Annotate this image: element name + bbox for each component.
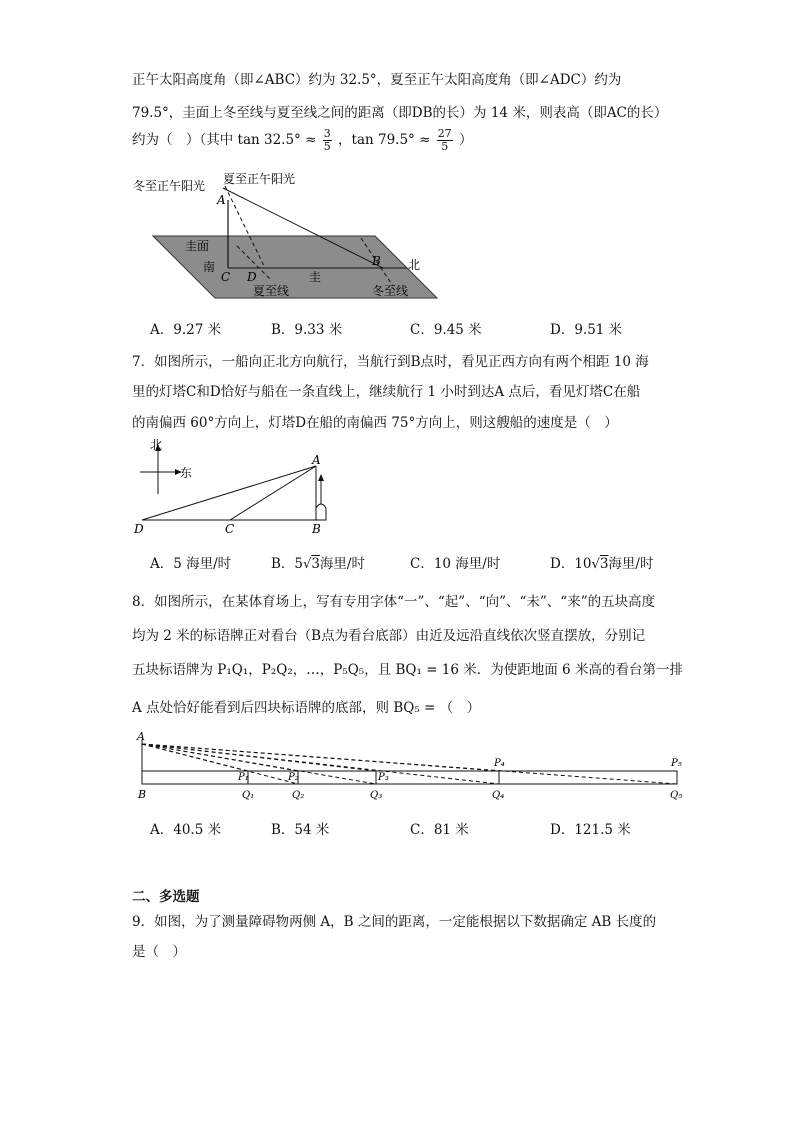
label-Q4: Q₄ xyxy=(492,790,505,801)
label-D: D xyxy=(247,270,257,284)
q7-option-c[interactable]: C．10 海里/时 xyxy=(410,556,501,572)
q8-line1: 8．如图所示，在某体育场上，写有专用字体“一”、“起”、“向”、“未”、“来”的五块高度 xyxy=(132,594,656,610)
label-north: 北 xyxy=(408,258,421,272)
q6-line3-mid: ，tan 79.5° ≈ xyxy=(338,132,431,148)
q6-line1: 正午太阳高度角（即∠ABC）约为 32.5°，夏至正午太阳高度角（即∠ADC）约为 xyxy=(132,72,622,88)
q8-line4: A 点处恰好能看到后四块标语牌的底部，则 BQ₅ = （ ） xyxy=(132,700,481,716)
q7-line1: 7．如图所示，一船向正北方向航行，当航行到B点时，看见正西方向有两个相距 10 海 xyxy=(132,354,649,370)
fraction-27-5: $\frac{27}{5}$ xyxy=(437,127,452,153)
label-B: B xyxy=(312,522,321,536)
q9-line1: 9．如图，为了测量障碍物两侧 A，B 之间的距离，一定能根据以下数据确定 AB 长度的 xyxy=(132,914,657,930)
q7-figure xyxy=(130,436,330,536)
label-Q1: Q₁ xyxy=(242,790,255,801)
label-P4: P₄ xyxy=(494,758,505,769)
label-south: 南 xyxy=(203,260,216,274)
label-winter-line: 冬至线 xyxy=(372,284,409,298)
sqrt-3: 3 xyxy=(311,556,320,572)
q6-option-a[interactable]: A．9.27 米 xyxy=(150,322,222,338)
q9-line2: 是（ ） xyxy=(132,944,186,960)
fraction-3-5: $\frac{3}{5}$ xyxy=(323,127,331,153)
label-D: D xyxy=(134,522,144,536)
q8-option-b[interactable]: B．54 米 xyxy=(271,822,330,838)
label-A: A xyxy=(217,193,226,207)
q7-option-d[interactable]: D．10√3海里/时 xyxy=(550,556,654,572)
label-C: C xyxy=(225,522,235,536)
q7-option-a[interactable]: A．5 海里/时 xyxy=(150,556,232,572)
q8-figure xyxy=(130,726,690,806)
segment-AD xyxy=(142,466,316,520)
label-A: A xyxy=(312,453,321,467)
label-Q3: Q₃ xyxy=(370,790,383,801)
q6-option-b[interactable]: B．9.33 米 xyxy=(271,322,343,338)
label-C: C xyxy=(221,270,231,284)
label-east: 东 xyxy=(180,466,193,480)
section-title: 二、多选题 xyxy=(132,889,200,905)
ship-arrowhead xyxy=(318,474,324,481)
q6-option-c[interactable]: C．9.45 米 xyxy=(410,322,482,338)
q6-line2: 79.5°，圭面上冬至线与夏至线之间的距离（即DB的长）为 14 米，则表高（即AC的长） xyxy=(132,105,668,121)
q8-option-a[interactable]: A．40.5 米 xyxy=(150,822,222,838)
ship-icon xyxy=(316,504,326,520)
label-P3: P₃ xyxy=(378,772,389,783)
q6-line3-prefix: 约为（ ）（其中 tan 32.5° ≈ xyxy=(132,132,317,148)
label-summer-light: 夏至正午阳光 xyxy=(223,172,296,186)
q8-option-c[interactable]: C．81 米 xyxy=(410,822,469,838)
q6-figure xyxy=(125,168,445,303)
label-Q2: Q₂ xyxy=(292,790,305,801)
q8-option-d[interactable]: D．121.5 米 xyxy=(550,822,631,838)
label-north: 北 xyxy=(150,438,163,452)
label-gui: 圭 xyxy=(309,270,322,284)
label-gui-surface: 圭面 xyxy=(185,239,210,253)
q8-line3: 五块标语牌为 P₁Q₁，P₂Q₂，…，P₅Q₅，且 BQ₁ = 16 米．为使距地面 6 米高的看台第一排 xyxy=(132,662,683,678)
label-P5: P₅ xyxy=(671,758,682,769)
sight-lines xyxy=(142,744,677,784)
label-Q5: Q₅ xyxy=(670,790,683,801)
label-P2: P₂ xyxy=(288,772,299,783)
q6-line3 xyxy=(132,128,472,153)
label-B: B xyxy=(138,788,147,801)
label-B: B xyxy=(372,254,381,268)
q8-line2: 均为 2 米的标语牌正对看台（B点为看台底部）由近及远沿直线依次竖直摆放，分别记 xyxy=(132,628,646,644)
q7-option-b[interactable]: B．5√3海里/时 xyxy=(271,556,365,572)
label-winter-light: 冬至正午阳光 xyxy=(133,179,206,193)
label-summer-line: 夏至线 xyxy=(253,284,290,298)
label-P1: P₁ xyxy=(238,772,249,783)
segment-AC xyxy=(230,466,316,520)
q7-line2: 里的灯塔C和D恰好与船在一条直线上，继续航行 1 小时到达A 点后，看见灯塔C在船 xyxy=(132,384,641,400)
q7-line3: 的南偏西 60°方向上，灯塔D在船的南偏西 75°方向上，则这艘船的速度是（ ） xyxy=(132,415,618,431)
label-A: A xyxy=(137,730,145,743)
sqrt-3: 3 xyxy=(599,556,609,572)
q6-option-d[interactable]: D．9.51 米 xyxy=(550,322,623,338)
q6-line3-suffix: ） xyxy=(458,132,473,148)
